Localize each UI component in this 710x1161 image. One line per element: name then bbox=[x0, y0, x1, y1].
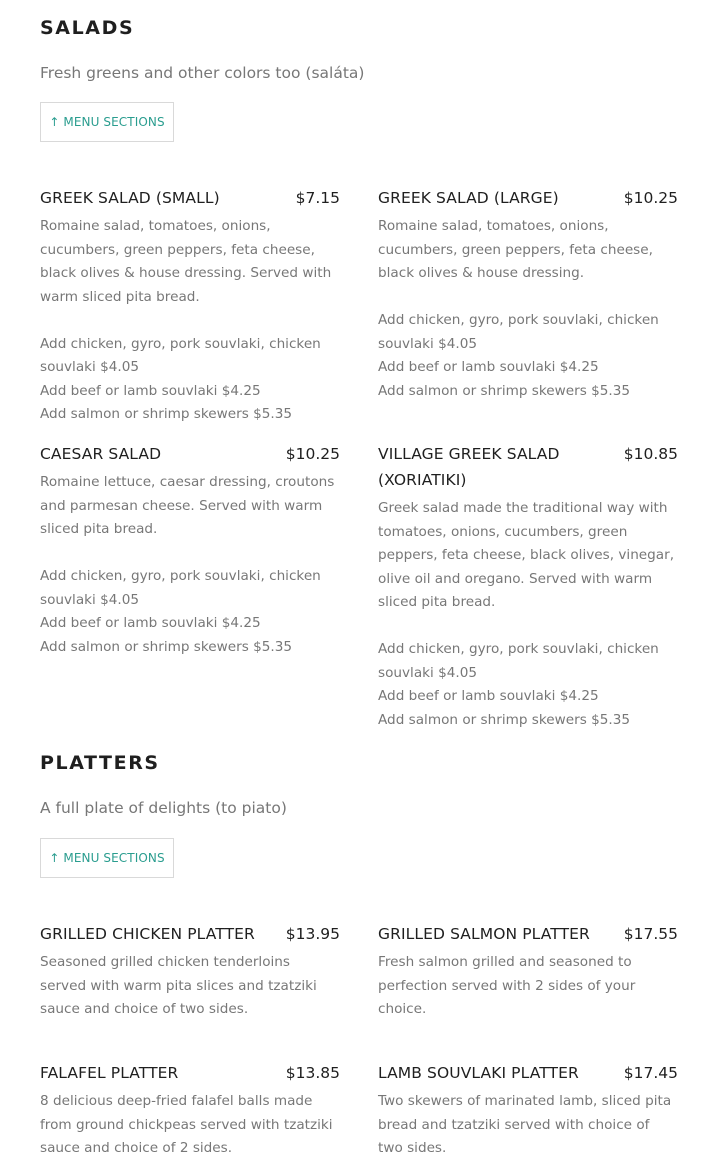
menu-item-grilled-chicken-platter bbox=[40, 921, 340, 1022]
item-description: Fresh salmon grilled and seasoned to perfection served with 2 sides of your choice. bbox=[378, 954, 636, 1017]
section-subtitle: Fresh greens and other colors too (saláta) bbox=[40, 64, 365, 82]
item-description: Romaine lettuce, caesar dressing, croutons and parmesan cheese. Served with warm sliced pita bread. bbox=[40, 474, 335, 537]
item-price: $17.45 bbox=[623, 1064, 678, 1082]
item-price: $10.25 bbox=[623, 189, 678, 207]
item-addon: Add salmon or shrimp skewers $5.35 bbox=[40, 406, 293, 422]
item-description: Greek salad made the traditional way with tomatoes, onions, cucumbers, green peppers, feta cheese, black olives, vinegar, olive oil and oregano. Served with warm sliced pita bread. bbox=[378, 500, 675, 610]
item-addon: Add chicken, gyro, pork souvlaki, chicken souvlaki $4.05 bbox=[378, 312, 659, 352]
menu-item-caesar-salad bbox=[40, 441, 340, 659]
menu-sections-button[interactable]: ↑ MENU SECTIONS bbox=[40, 102, 174, 142]
item-addon: Add salmon or shrimp skewers $5.35 bbox=[378, 711, 631, 728]
item-addon: Add beef or lamb souvlaki $4.25 bbox=[40, 615, 261, 631]
item-description: 8 delicious deep-fried falafel balls made from ground chickpeas served with tzatziki sauce and choice of 2 sides. bbox=[40, 1093, 333, 1156]
item-name: VILLAGE GREEK SALAD (XORIATIKI) bbox=[378, 445, 560, 489]
item-price: $13.85 bbox=[285, 1064, 340, 1082]
item-description: Romaine salad, tomatoes, onions, cucumbers, green peppers, feta cheese, black olives & house dressing. Served with warm sliced pita bread. bbox=[40, 218, 332, 305]
section-title: PLATTERS bbox=[40, 752, 160, 774]
platters-section bbox=[40, 751, 680, 865]
item-description: Romaine salad, tomatoes, onions, cucumbers, green peppers, feta cheese, black olives & house dressing. bbox=[378, 218, 653, 281]
item-addon: Add chicken, gyro, pork souvlaki, chicken souvlaki $4.05 bbox=[40, 568, 321, 608]
item-addon: Add beef or lamb souvlaki $4.25 bbox=[378, 359, 599, 375]
item-description: Two skewers of marinated lamb, sliced pita bread and tzatziki served with choice of two sides. bbox=[378, 1093, 672, 1156]
item-price: $13.95 bbox=[285, 925, 340, 943]
item-name: FALAFEL PLATTER bbox=[40, 1064, 179, 1082]
item-name: GRILLED SALMON PLATTER bbox=[378, 925, 590, 943]
item-addon: Add chicken, gyro, pork souvlaki, chicken souvlaki $4.05 bbox=[40, 335, 321, 375]
menu-sections-button[interactable]: ↑ MENU SECTIONS bbox=[40, 838, 174, 878]
section-subtitle: A full plate of delights (to piato) bbox=[40, 799, 287, 817]
section-title: SALADS bbox=[40, 17, 135, 39]
item-name: GREEK SALAD (LARGE) bbox=[378, 189, 559, 207]
item-addon: Add beef or lamb souvlaki $4.25 bbox=[378, 688, 599, 704]
item-price: $17.55 bbox=[623, 925, 678, 943]
menu-item-greek-salad-small bbox=[40, 185, 340, 427]
menu-item-greek-salad-large bbox=[378, 185, 678, 403]
item-name: GREEK SALAD (SMALL) bbox=[40, 189, 220, 207]
item-price: $7.15 bbox=[295, 189, 340, 207]
item-name: GRILLED CHICKEN PLATTER bbox=[40, 925, 255, 943]
item-addon: Add salmon or shrimp skewers $5.35 bbox=[378, 382, 631, 399]
item-name: LAMB SOUVLAKI PLATTER bbox=[378, 1064, 579, 1082]
salads-section bbox=[40, 16, 680, 129]
item-addon: Add salmon or shrimp skewers $5.35 bbox=[40, 638, 293, 655]
menu-item-lamb-souvlaki-platter bbox=[378, 1060, 678, 1161]
item-addon: Add chicken, gyro, pork souvlaki, chicken souvlaki $4.05 bbox=[378, 641, 659, 681]
menu-item-falafel-platter bbox=[40, 1060, 340, 1161]
item-description: Seasoned grilled chicken tenderloins served with warm pita slices and tzatziki sauce and choice of two sides. bbox=[40, 954, 317, 1017]
menu-item-village-greek-salad bbox=[378, 441, 678, 732]
item-addon: Add beef or lamb souvlaki $4.25 bbox=[40, 382, 261, 399]
menu-item-grilled-salmon-platter bbox=[378, 921, 678, 1022]
item-price: $10.25 bbox=[285, 445, 340, 463]
item-name: CAESAR SALAD bbox=[40, 445, 162, 463]
item-price: $10.85 bbox=[623, 445, 678, 463]
